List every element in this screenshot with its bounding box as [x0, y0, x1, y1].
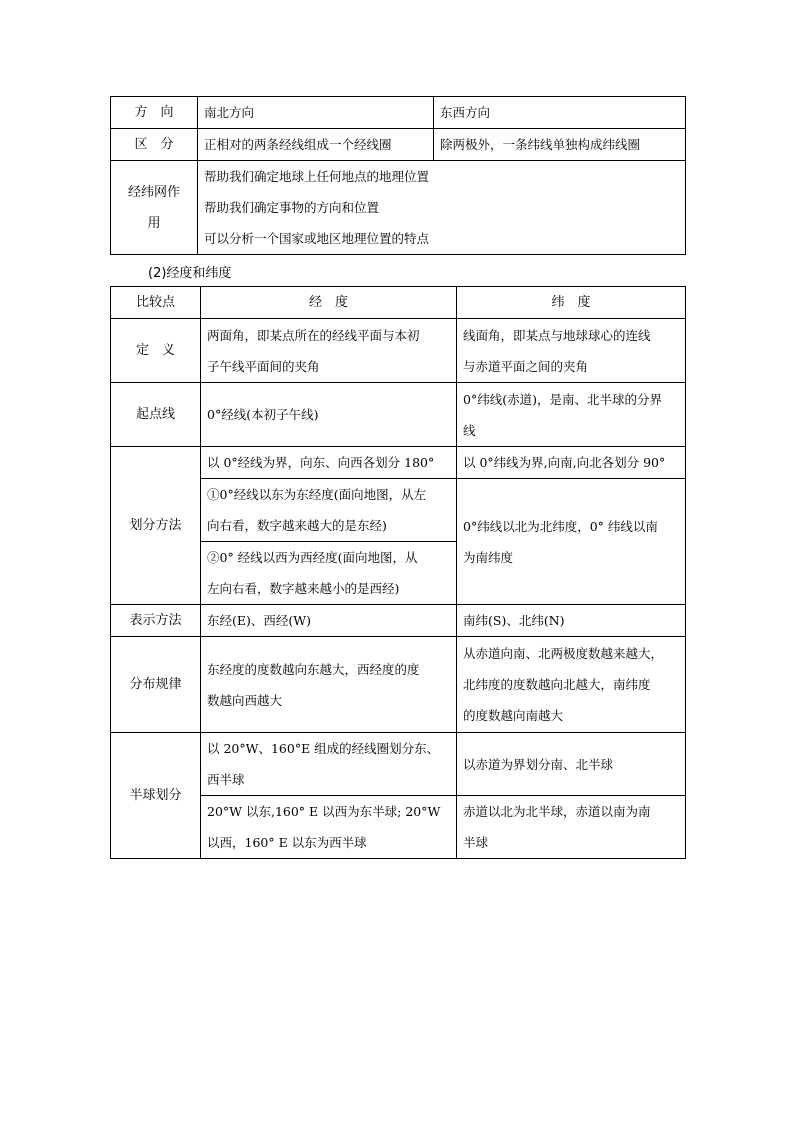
longitude-latitude-table [110, 286, 686, 859]
row-header-distinction: 区 分 [111, 129, 198, 161]
text-line: 从赤道向南、北两极度数越来越大， [463, 646, 664, 661]
west-longitude-rule [201, 542, 457, 605]
usage-line-3: 可以分析一个国家或地区地理位置的特点 [204, 231, 430, 246]
label-notation: 表示方法 [111, 605, 201, 637]
text-line: 东经度的度数越向东越大，西经度的度 [207, 661, 420, 677]
text-line: 20°W 以东,160° E 以西为东半球; 20°W [207, 804, 441, 819]
longitude-start-line: 0°经线(本初子午线) [201, 383, 457, 447]
text-line: 以 20°W、160°E 组成的经线圈划分东、 [207, 741, 440, 756]
label-hemisphere: 半球划分 [111, 733, 201, 859]
text-line: 线 [463, 422, 476, 438]
text-line: 子午线平面间的夹角 [207, 358, 320, 374]
east-west-hemisphere-rule [201, 733, 457, 796]
north-south-latitude-rule [457, 479, 686, 605]
latitude-definition [457, 319, 686, 383]
text-line: 数越向西越大 [207, 692, 283, 708]
meridian-direction: 南北方向 [198, 97, 434, 129]
text-line: 0°纬线以北为北纬度，0° 纬线以南 [463, 518, 658, 534]
header-comparison-point: 比较点 [111, 287, 201, 319]
text-line: 线面角，即某点与地球球心的连线 [463, 327, 651, 343]
text-line: 与赤道平面之间的夹角 [463, 358, 589, 374]
header-latitude: 纬 度 [457, 287, 686, 319]
text-line: 以西，160° E 以东为西半球 [207, 835, 367, 850]
usage-cell [198, 161, 686, 255]
longitude-distribution [201, 637, 457, 733]
latitude-distribution [457, 637, 686, 733]
text-line: 北纬度的度数越向北越大，南纬度 [463, 677, 651, 692]
text-line: 左向右看，数字越来越小的是西经) [207, 581, 400, 596]
label-definition: 定 义 [111, 319, 201, 383]
usage-line-2: 帮助我们确定事物的方向和位置 [204, 200, 380, 215]
longitude-notation: 东经(E)、西经(W) [201, 605, 457, 637]
section-title: (2)经度和纬度 [148, 266, 232, 281]
text-line: 半球 [463, 835, 489, 850]
text-line: 为南纬度 [463, 549, 514, 565]
text-line: 的度数越向南越大 [463, 708, 564, 723]
latitude-notation: 南纬(S)、北纬(N) [457, 605, 686, 637]
longitude-division-rule: 以 0°经线为界，向东、向西各划分 180° [201, 447, 457, 479]
parallel-direction: 东西方向 [434, 97, 686, 129]
east-west-hemisphere-detail [201, 796, 457, 859]
text-line: 两面角，即某点所在的经线平面与本初 [207, 327, 420, 343]
east-longitude-rule [201, 479, 457, 542]
usage-header-line-2: 用 [147, 215, 161, 231]
text-line: 向右看，数字越来越大的是东经) [207, 518, 387, 533]
latitude-division-rule: 以 0°纬线为界,向南,向北各划分 90° [457, 447, 686, 479]
row-header-direction: 方 向 [111, 97, 198, 129]
usage-header-line-1: 经纬网作 [127, 184, 180, 200]
row-header-usage [111, 161, 198, 255]
parallel-distinction: 除两极外，一条纬线单独构成纬线圈 [434, 129, 686, 161]
header-longitude: 经 度 [201, 287, 457, 319]
label-distribution: 分布规律 [111, 637, 201, 733]
text-line: 0°纬线(赤道)，是南、北半球的分界 [463, 391, 662, 407]
text-line: ①0°经线以东为东经度(面向地图，从左 [207, 487, 427, 502]
latitude-start-line [457, 383, 686, 447]
text-line: ②0° 经线以西为西经度(面向地图，从 [207, 550, 418, 565]
longitude-definition [201, 319, 457, 383]
comparison-table-meridian-parallel [110, 96, 686, 255]
meridian-distinction: 正相对的两条经线组成一个经线圈 [198, 129, 434, 161]
north-south-hemisphere-rule: 以赤道为界划分南、北半球 [457, 733, 686, 796]
label-division-method: 划分方法 [111, 447, 201, 605]
north-south-hemisphere-detail [457, 796, 686, 859]
label-start-line: 起点线 [111, 383, 201, 447]
usage-line-1: 帮助我们确定地球上任何地点的地理位置 [204, 169, 430, 184]
text-line: 赤道以北为北半球，赤道以南为南 [463, 804, 651, 819]
text-line: 西半球 [207, 772, 245, 787]
